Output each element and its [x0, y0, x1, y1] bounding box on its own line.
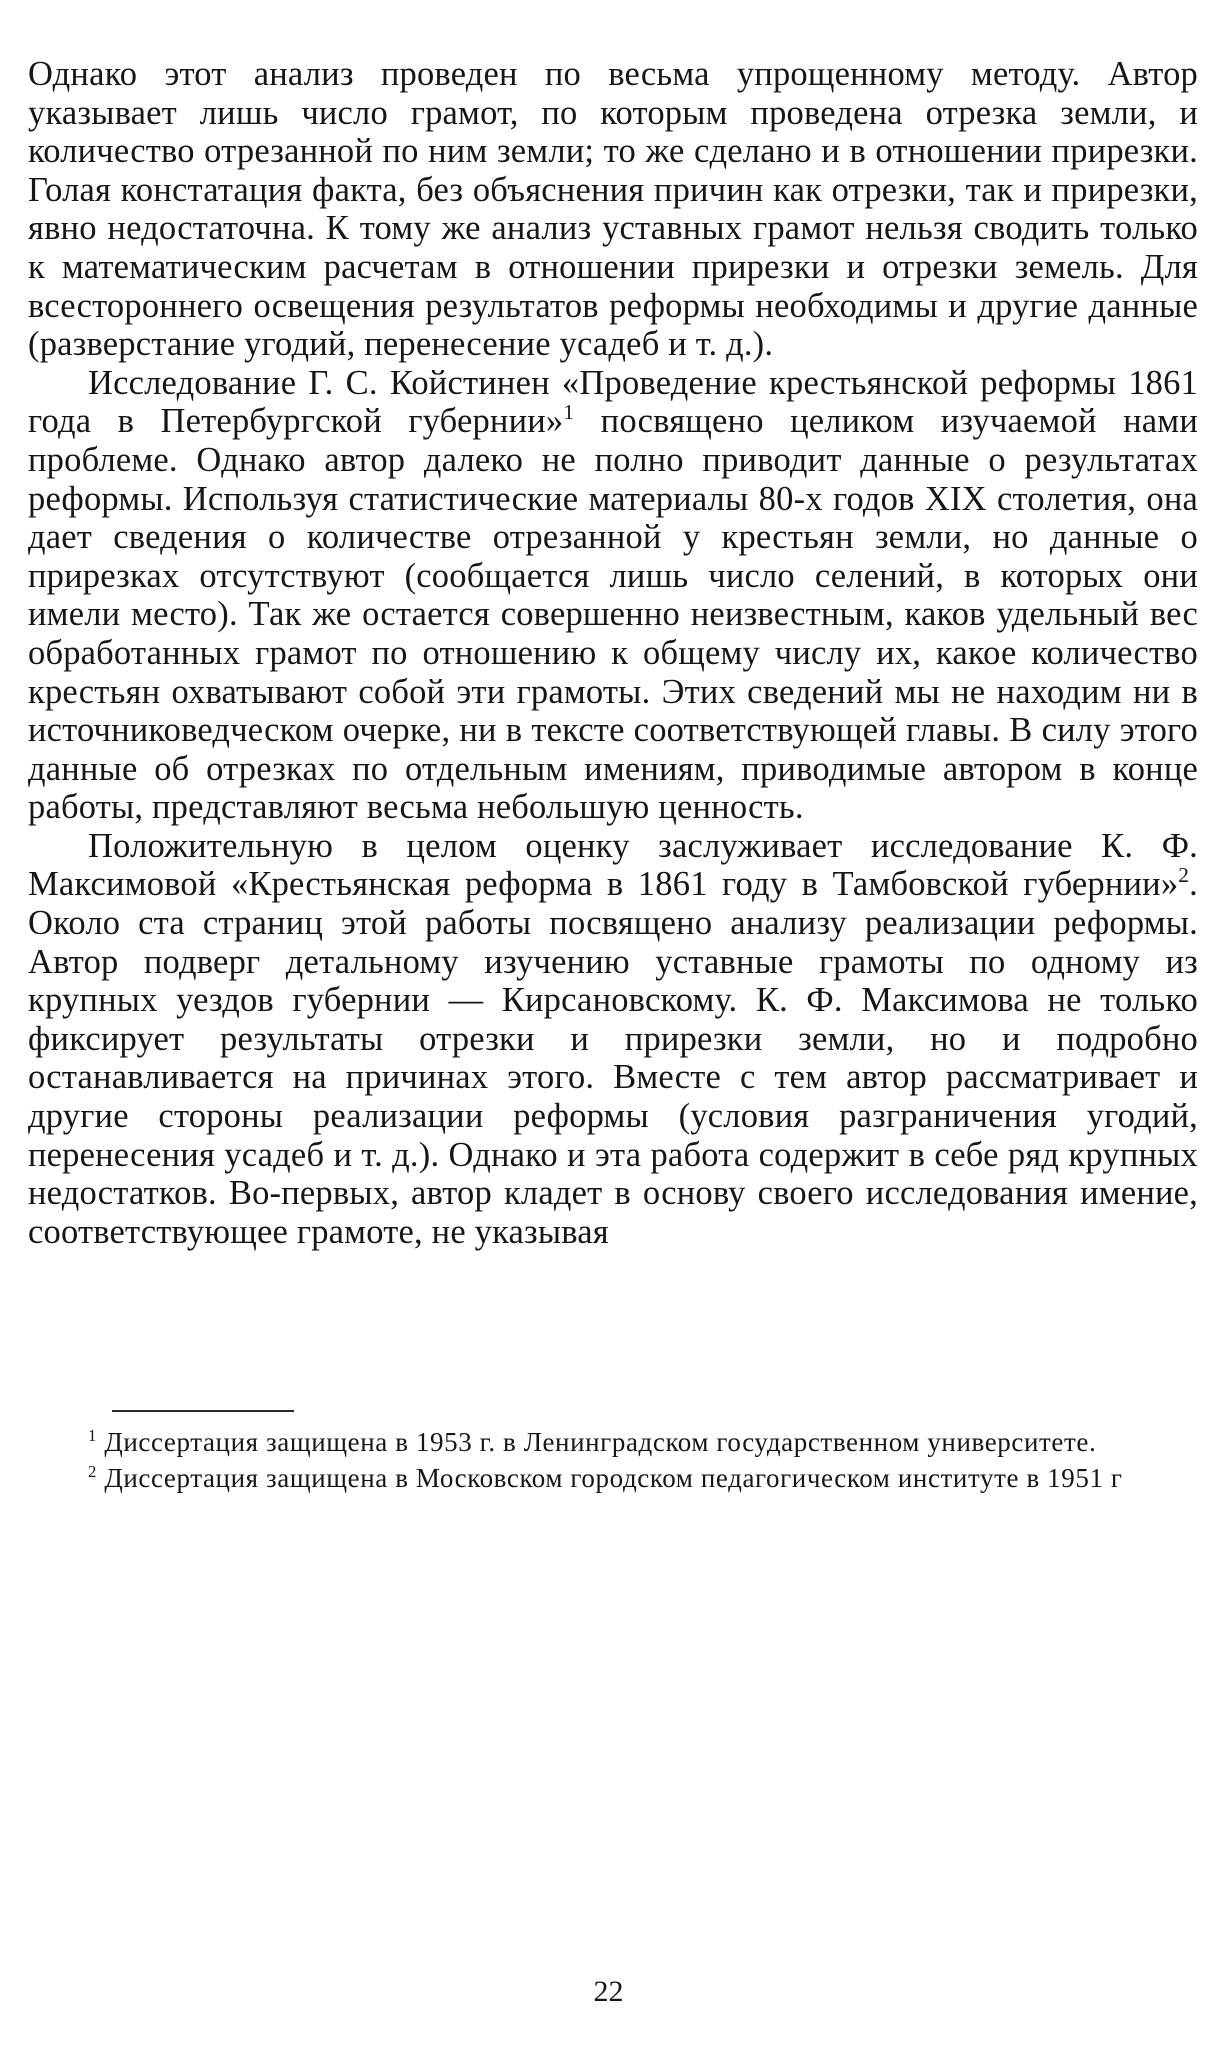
paragraph-3-text-a: Положительную в целом оценку заслуживает исследование К. Ф. Максимовой «Крестьянская реформа в 1861 году в Тамбовской губернии»	[28, 826, 1198, 904]
paragraph-3-text-b: . Около ста страниц этой работы посвящено анализу реализации реформы. Автор подверг детальному изучению уставные грамоты по одному из крупных уездов губернии — Кирсановскому. К. Ф. Максимова не только фиксирует результаты отрезки и прирезки земли, но и подробно останавливается на причинах этого. Вместе с тем автор рассматривает и другие стороны реализации реформы (условия разграничения угодий, перенесения усадеб и т. д.). Однако и эта работа содержит в себе ряд крупных недостатков. Во-первых, автор кладет в основу своего исследования имение, соответствующее грамоте, не указывая	[28, 865, 1198, 1251]
footnote-1	[28, 1426, 1198, 1458]
paragraph-1	[28, 55, 1198, 364]
footnote-2	[28, 1462, 1198, 1494]
footnote-2-text: Диссертация защищена в Московском городском педагогическом институте в 1951 г	[96, 1463, 1123, 1493]
footnotes	[28, 1426, 1198, 1498]
paragraph-3	[28, 827, 1198, 1252]
page-number: 22	[593, 1975, 624, 2008]
footnote-1-text: Диссертация защищена в 1953 г. в Ленинградском государственном университете.	[96, 1427, 1097, 1457]
footnote-2-marker: 2	[88, 1461, 97, 1481]
footnote-1-marker: 1	[88, 1425, 97, 1445]
paragraph-1-text: Однако этот анализ проведен по весьма упрощенному методу. Автор указывает лишь число грамот, по которым проведена отрезка земли, и количество отрезанной по ним земли; то же сделано и в отношении прирезки. Голая констатация факта, без объяснения причин как отрезки, так и прирезки, явно недостаточна. К тому же анализ уставных грамот нельзя сводить только к математическим расчетам в отношении прирезки и отрезки земель. Для всестороннего освещения результатов реформы необходимы и другие данные (разверстание угодий, перенесение усадеб и т. д.).	[28, 55, 1198, 364]
footnote-divider	[112, 1410, 294, 1412]
paragraph-2-text-a: Исследование Г. С. Койстинен «Проведение крестьянской реформы 1861 года в Петербургской губернии»	[28, 363, 1198, 441]
paragraph-2-text-b: посвящено целиком изучаемой нами проблеме. Однако автор далеко не полно приводит данные о результатах реформы. Используя статистические материалы 80-х годов XIX столетия, она дает сведения о количестве отрезанной у крестьян земли, но данные о прирезках отсутствуют (сообщается лишь число селений, в которых они имели место). Так же остается совершенно неизвестным, каков удельный вес обработанных грамот по отношению к общему числу их, какое количество крестьян охватывают собой эти грамоты. Этих сведений мы не находим ни в источниковедческом очерке, ни в тексте соответствующей главы. В силу этого данные об отрезках по отдельным имениям, приводимые автором в конце работы, представляют весьма небольшую ценность.	[28, 402, 1198, 827]
footnote-ref-1[interactable]: 1	[563, 400, 575, 425]
main-text	[28, 55, 1198, 1251]
footnote-ref-2[interactable]: 2	[1178, 863, 1190, 888]
paragraph-2	[28, 364, 1198, 827]
